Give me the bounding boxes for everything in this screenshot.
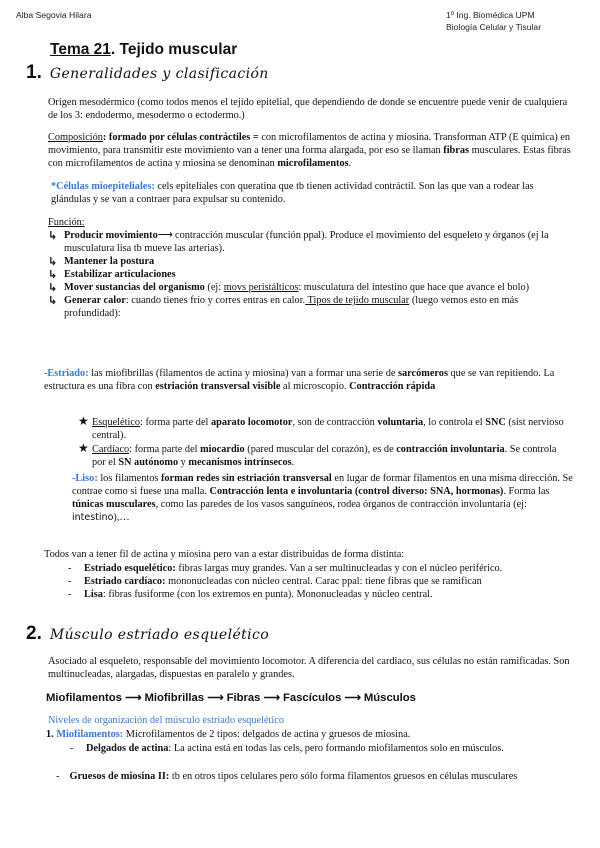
section-1-body <box>48 96 572 320</box>
myoepithelial-label: *Células mioepiteliales: <box>51 181 155 192</box>
hook-arrow-icon: ↳ <box>48 229 58 242</box>
star-icon: ★ <box>78 441 89 455</box>
list-item: - Estriado cardíaco: mononucleadas con núcleo central. Carac ppal: tiene fibras que se ramifican <box>68 576 482 587</box>
page-title <box>50 43 237 56</box>
composition-label: Composición <box>48 132 103 143</box>
title-name: Tejido muscular <box>119 41 238 58</box>
cardiac-subtype: ★ Cardíaco: forma parte del miocardio (pared muscular del corazón), es de contracción involuntaria. Se controla por el SN autónomo y mecanismos intrínsecos. <box>78 441 557 468</box>
thick-filaments-item: - Gruesos de miosina II: tb en otros tipos celulares pero sólo forma filamentos gruesos en células musculares <box>56 771 518 782</box>
origin-paragraph: Origen mesodérmico (como todos menos el tejido epitelial, que dependiendo de donde se encuentre puede venir de cualquiera de los 3: endodermo, mesodermo o ectodermo.) <box>48 97 568 121</box>
function-item: ↳ Mantener la postura <box>48 255 155 268</box>
thin-filaments-item: - Delgados de actina: La actina está en todas las cels, pero formando miofilamentos solo en músculos. <box>70 743 504 754</box>
list-item: - Lisa: fibras fusiforme (con los extremos en punta). Mononucleadas y núcleo central. <box>68 589 433 600</box>
skeletal-subtype: ★ Esquelético: forma parte del aparato locomotor, son de contracción voluntaria, lo controla el SNC (sist nervioso central). <box>78 414 564 441</box>
header-course: 1º Ing. Biomédica UPM <box>446 10 535 20</box>
smooth-paragraph: -Liso: los filamentos forman redes sin estriación transversal en lugar de formar filamentos en una misma dirección. Se contrae como si fuese una malla. Contracción lenta e involuntaria (control diverso: SNA, hormonas). Forma las túnicas musculares, como las paredes de los vasos sanguíneos, rodea órganos de contracción involuntaria (ej: intestino),… <box>72 473 573 523</box>
section-1-heading <box>26 62 269 83</box>
section-2-intro: Asociado al esqueleto, responsable del movimiento locomotor. A diferencia del cardiaco, sus células no están ramificadas. Son multinucleadas, alargadas, dispuestas en paralelo y grandes. <box>48 656 570 680</box>
chain-step: Fibras <box>226 692 261 704</box>
hook-arrow-icon: ↳ <box>48 281 58 294</box>
function-label: Función: <box>48 217 85 228</box>
striated-paragraph: -Estriado: las miofibrillas (filamentos de actina y miosina) van a formar una serie de sarcómeros que se van repitiendo. La estructura es una fibra con estriación transversal visible al microscopio. Contracción rápida <box>44 368 555 392</box>
header-course-block <box>446 9 541 33</box>
cardiac-label: Cardíaco <box>92 444 130 455</box>
chain-step: Fascículos <box>282 692 342 704</box>
myofilaments-label: Miofilamentos: <box>56 729 124 740</box>
levels-subheading: Niveles de organización del músculo estriado esquelético <box>48 715 284 726</box>
level-item-myofilaments: 1. Miofilamentos: Microfilamentos de 2 tipos: delgados de actina y gruesos de miosina. <box>46 729 411 740</box>
myoepithelial-paragraph: *Células mioepiteliales: cels epiteliales con queratina que tb tienen actividad contráctil. Son las que van a rodear las glándulas y se van a contraer para expulsar su contenido. <box>51 181 534 205</box>
composition-paragraph: Composición: formado por células contráctiles = con microfilamentos de actina y miosina. Transforman ATP (E química) en movimiento, para transmitir este movimiento van a tener una forma alargada, por eso se llaman fibras musculares. Estas fibras con microfilamentos de actina y miosina se denominan microfilamentos. <box>48 132 571 169</box>
list-item: - Estriado esquelético: fibras largas muy grandes. Van a ser multinucleadas y con el núcleo periférico. <box>68 563 503 574</box>
muscle-types-list <box>62 562 574 601</box>
chain-step: Miofibrillas <box>144 692 205 704</box>
skeletal-label: Esquelético <box>92 417 141 428</box>
section-1-title: Generalidades y clasificación <box>49 66 269 82</box>
section-2-title: Músculo estriado esquelético <box>49 627 270 643</box>
arrow-icon: ⟶ <box>207 692 224 704</box>
function-item: ↳ Estabilizar articulaciones <box>48 268 176 281</box>
function-item: ↳ Producir movimiento⟶ contracción muscular (función ppal). Produce el movimiento del esqueleto y órganos (ej la musculatura lisa tb mueve las arterias). <box>48 229 549 254</box>
arrow-icon: ⟶ <box>344 692 361 704</box>
arrow-icon: ⟶ <box>125 692 142 704</box>
header-subject: Biología Celular y Tisular <box>446 22 542 32</box>
striated-label: -Estriado: <box>44 368 89 379</box>
arrow-icon: ⟶ <box>263 692 280 704</box>
header-author: Alba Segovia Hilara <box>16 10 92 20</box>
function-item: ↳ Mover sustancias del organismo (ej: movs peristálticos: musculatura del intestino que hace que avance el bolo) <box>48 281 530 294</box>
section-2-number: 2. <box>26 623 42 644</box>
hook-arrow-icon: ↳ <box>48 268 58 281</box>
hook-arrow-icon: ↳ <box>48 294 58 307</box>
title-topic: Tema 21 <box>50 41 111 58</box>
hook-arrow-icon: ↳ <box>48 255 58 268</box>
chain-step: Músculos <box>363 692 416 704</box>
distribution-paragraph: Todos van a tener fil de actina y miosina pero van a estar distribuidas de forma distinta: <box>44 549 405 560</box>
star-icon: ★ <box>78 414 89 428</box>
function-item: ↳ Generar calor: cuando tienes frío y corres entras en calor. Tipos de tejido muscular (luego vemos esto en más profundidad): <box>48 294 519 319</box>
organization-chain <box>46 692 576 705</box>
title-separator: . <box>110 41 120 58</box>
chain-step: Miofilamentos <box>46 692 122 704</box>
section-1-number: 1. <box>26 62 42 83</box>
section-2-heading <box>26 623 270 644</box>
smooth-label: -Liso: <box>72 473 98 484</box>
